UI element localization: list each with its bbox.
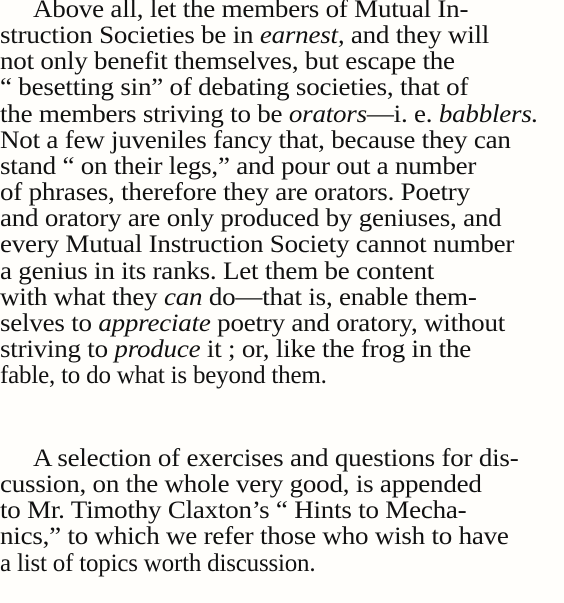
text-run: a genius in its ranks. Let them be content [0, 257, 435, 285]
italic-emphasis: earnest, [259, 22, 345, 50]
text-run: striving to [0, 335, 115, 363]
text-run: “ besetting sin” of debating societies, that of [0, 74, 469, 102]
text-line [0, 551, 315, 577]
italic-emphasis: babblers. [438, 100, 539, 128]
text-run: —i. e. [366, 100, 439, 128]
text-line [0, 154, 476, 180]
text-run: poetry and oratory, without [210, 309, 506, 337]
text-run: nics,” to which we refer those who wish to have [0, 523, 509, 551]
text-line [0, 285, 477, 311]
text-run: struction Societies be in [0, 22, 260, 50]
text-run: it ; or, like the frog in the [200, 335, 472, 363]
text-run: A selection of exercises and questions for dis- [33, 445, 519, 472]
text-line [0, 75, 468, 101]
text-run: fable, to do what is beyond them. [0, 362, 327, 390]
text-run: stand “ on their legs,” and pour out a number [0, 152, 477, 180]
text-run: cussion, on the whole very good, is appended [0, 471, 482, 499]
italic-emphasis: orators [288, 100, 367, 128]
text-run: and oratory are only produced by geniuses, and [0, 205, 502, 233]
text-run: to Mr. Timothy Claxton’s “ Hints to Mecha- [0, 497, 467, 525]
text-run: selves to [0, 309, 99, 337]
text-line [0, 363, 327, 389]
text-run: the members striving to be [0, 100, 289, 128]
text-line [0, 23, 489, 49]
italic-emphasis: can [163, 283, 203, 311]
italic-emphasis: produce [114, 335, 201, 363]
text-line [0, 206, 501, 232]
text-line [0, 311, 505, 337]
text-line [33, 446, 518, 472]
text-run: a list of topics worth discussion. [0, 549, 316, 577]
text-run: Not a few juveniles fancy that, because they can [0, 126, 511, 154]
text-run: Above all, let the members of Mutual In- [33, 0, 469, 23]
text-run: not only benefit themselves, but escape the [0, 48, 455, 76]
text-line [0, 472, 482, 498]
text-line [33, 0, 468, 23]
text-line [0, 259, 434, 285]
text-line [0, 524, 509, 550]
text-line [0, 180, 470, 206]
text-line [0, 337, 471, 363]
text-line [0, 102, 538, 128]
text-run: of phrases, therefore they are orators. Poetry [0, 179, 470, 207]
text-line [0, 128, 511, 154]
text-run: do—that is, enable them- [202, 283, 477, 311]
text-line [0, 498, 466, 524]
text-line [0, 49, 455, 75]
text-run: with what they [0, 283, 164, 311]
italic-emphasis: appreciate [98, 309, 211, 337]
text-line [0, 232, 514, 258]
text-run: every Mutual Instruction Society cannot number [0, 231, 515, 259]
text-run: and they will [344, 22, 490, 50]
